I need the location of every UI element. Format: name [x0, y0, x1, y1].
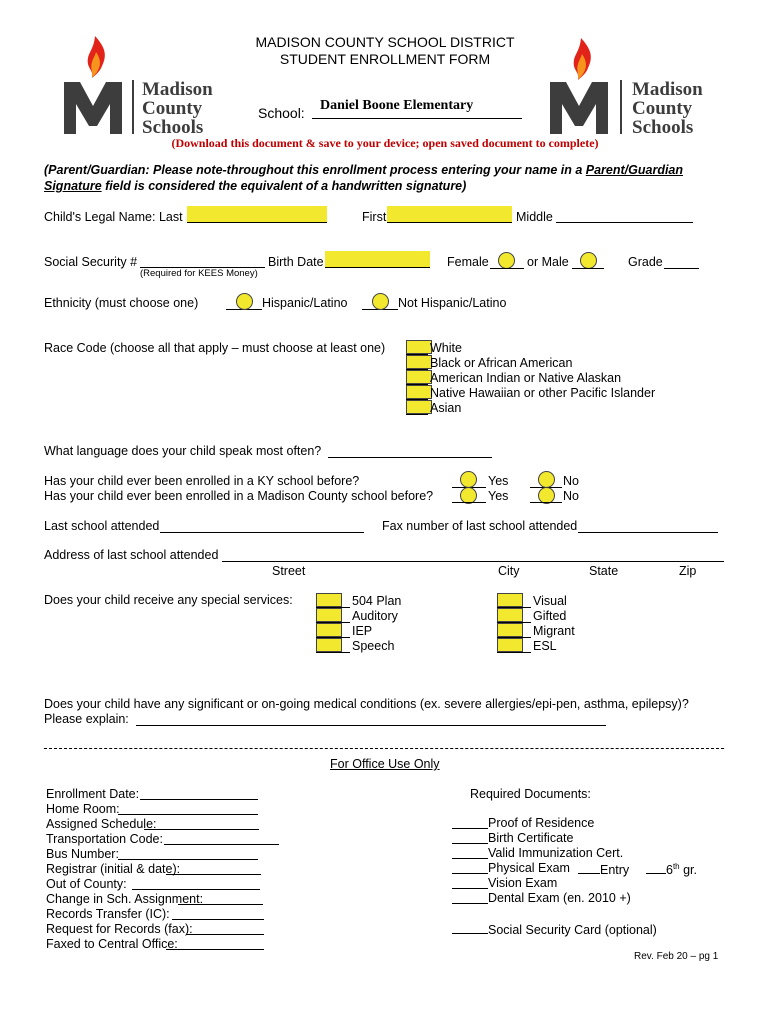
race-option-label: Black or African American — [430, 356, 573, 370]
logo-line2: County — [632, 98, 693, 119]
office-field-input[interactable] — [118, 847, 258, 860]
medical-explain-label: Please explain: — [44, 712, 129, 726]
ky-yes-radio[interactable] — [460, 471, 477, 488]
office-field-label: Transportation Code: — [46, 832, 163, 846]
race-underline — [406, 414, 428, 415]
office-field-input[interactable] — [118, 802, 258, 815]
female-underline — [490, 268, 524, 269]
required-doc-input[interactable] — [452, 816, 488, 829]
service-checkbox[interactable] — [497, 623, 523, 637]
first-name-label: First — [362, 210, 387, 224]
state-label: State — [589, 564, 619, 578]
fax-last-school-label: Fax number of last school attended — [382, 519, 578, 533]
school-field[interactable] — [312, 96, 522, 119]
required-doc-label: Proof of Residence — [488, 816, 595, 830]
male-underline — [572, 268, 604, 269]
service-checkbox[interactable] — [316, 638, 342, 652]
entry-input[interactable] — [578, 861, 600, 874]
logo-divider — [132, 80, 134, 134]
address-input[interactable] — [222, 548, 724, 562]
service-checkbox[interactable] — [497, 638, 523, 652]
race-option-label: American Indian or Native Alaskan — [430, 371, 622, 385]
m-letter-icon — [62, 80, 124, 136]
not-hispanic-radio[interactable] — [372, 293, 389, 310]
birth-date-input[interactable] — [325, 251, 430, 268]
ssc-input[interactable] — [452, 921, 488, 934]
service-option-label: 504 Plan — [352, 594, 402, 608]
office-field-input[interactable] — [166, 937, 264, 950]
office-field-label: Out of County: — [46, 877, 127, 891]
last-name-input[interactable] — [187, 206, 327, 223]
service-checkbox[interactable] — [316, 623, 342, 637]
language-input[interactable] — [328, 444, 492, 458]
office-field-label: Request for Records (fax): — [46, 922, 193, 936]
download-note: (Download this document & save to your device; open saved document to complete) — [171, 136, 599, 150]
ssn-input[interactable] — [140, 251, 265, 268]
male-radio[interactable] — [580, 252, 597, 269]
office-field-label: Assigned Schedule: — [46, 817, 157, 831]
address-label: Address of last school attended — [44, 548, 219, 562]
mc-no-underline — [530, 502, 562, 503]
mc-yes-underline — [452, 502, 486, 503]
last-school-label: Last school attended — [44, 519, 160, 533]
or-male-label: or Male — [527, 255, 569, 269]
school-value: Daniel Boone Elementary — [320, 98, 474, 113]
service-option-label: Gifted — [533, 609, 567, 623]
service-option-label: Auditory — [352, 609, 398, 623]
required-doc-label: Physical Exam — [488, 861, 570, 875]
school-label: School: — [258, 105, 305, 121]
required-doc-label: Vision Exam — [488, 876, 558, 890]
female-label: Female — [447, 255, 489, 269]
logo-line3: Schools — [142, 117, 204, 138]
form-title-1: MADISON COUNTY SCHOOL DISTRICT — [255, 34, 515, 50]
hispanic-label: Hispanic/Latino — [262, 296, 348, 310]
ssc-label: Social Security Card (optional) — [488, 923, 657, 937]
required-doc-label: Valid Immunization Cert. — [488, 846, 624, 860]
signature-link: Signature — [44, 179, 102, 193]
last-school-input[interactable] — [160, 519, 364, 533]
office-field-input[interactable] — [186, 922, 264, 935]
logo-line1: Madison — [142, 79, 213, 100]
office-field-label: Registrar (initial & date): — [46, 862, 181, 876]
zip-label: Zip — [679, 564, 697, 578]
office-field-input[interactable] — [164, 832, 279, 845]
service-checkbox[interactable] — [316, 608, 342, 622]
female-radio[interactable] — [498, 252, 515, 269]
sixth-grade-input[interactable] — [646, 861, 666, 874]
logo-line1: Madison — [632, 79, 703, 100]
race-option-label: Asian — [430, 401, 462, 415]
grade-label: Grade — [628, 255, 663, 269]
mc-enrolled-question: Has your child ever been enrolled in a Madison County school before? — [44, 489, 434, 503]
mc-no-label: No — [563, 489, 579, 503]
office-field-label: Change in Sch. Assignment: — [46, 892, 204, 906]
fax-last-school-input[interactable] — [578, 519, 718, 533]
service-underline — [316, 652, 350, 653]
sixth-grade-label: 6th gr. — [646, 861, 697, 877]
race-checkbox[interactable] — [406, 385, 432, 399]
office-field-input[interactable] — [140, 787, 258, 800]
logo-line3: Schools — [632, 117, 694, 138]
required-docs-title: Required Documents: — [470, 787, 591, 801]
signature-notice: (Parent/Guardian: Please note-throughout this enrollment process entering your name in a Parent/Guardian Signature field is considered the equivalent of a handwritten signature) — [44, 163, 684, 193]
street-label: Street — [272, 564, 306, 578]
office-field-label: Records Transfer (IC): — [46, 907, 170, 921]
office-field-input[interactable] — [144, 817, 259, 830]
grade-input[interactable] — [664, 255, 699, 269]
office-field-label: Home Room: — [46, 802, 120, 816]
ky-no-radio[interactable] — [538, 471, 555, 488]
medical-explain-input[interactable] — [136, 712, 606, 726]
ssc-row — [452, 921, 657, 937]
middle-name-input[interactable] — [556, 206, 693, 223]
required-doc-input[interactable] — [452, 861, 488, 874]
race-label: Race Code (choose all that apply – must choose at least one) — [44, 341, 386, 355]
ethnicity-label: Ethnicity (must choose one) — [44, 296, 199, 310]
race-option-label: Native Hawaiian or other Pacific Islander — [430, 386, 656, 400]
service-option-label: Visual — [533, 594, 567, 608]
m-letter-icon — [548, 80, 610, 136]
ssn-label: Social Security # — [44, 255, 138, 269]
ky-enrolled-question: Has your child ever been enrolled in a KY school before? — [44, 474, 360, 488]
middle-name-label: Middle — [516, 210, 553, 224]
race-checkbox[interactable] — [406, 400, 432, 414]
office-field-label: Faxed to Central Office: — [46, 937, 178, 951]
logo-line2: County — [142, 98, 203, 119]
office-field-input[interactable] — [166, 862, 261, 875]
race-checkbox[interactable] — [406, 340, 432, 354]
office-use-title: For Office Use Only — [330, 757, 440, 771]
office-field-input[interactable] — [178, 892, 263, 905]
office-field-input[interactable] — [132, 877, 260, 890]
service-option-label: Speech — [352, 639, 395, 653]
required-doc-label: Birth Certificate — [488, 831, 574, 845]
office-field-input[interactable] — [172, 907, 264, 920]
office-divider — [44, 748, 724, 749]
form-title-2: STUDENT ENROLLMENT FORM — [279, 51, 491, 67]
city-label: City — [498, 564, 520, 578]
service-option-label: IEP — [352, 624, 373, 638]
required-doc-input[interactable] — [452, 846, 488, 859]
birth-date-label: Birth Date — [268, 255, 324, 269]
language-label: What language does your child speak most often? — [44, 444, 322, 458]
parent-guardian-link: Parent/Guardian — [585, 163, 684, 177]
kees-note: (Required for KEES Money) — [140, 268, 258, 279]
mc-yes-label: Yes — [488, 489, 509, 503]
medical-question: Does your child have any significant or on-going medical conditions (ex. severe allergies/epi-pen, asthma, epilepsy)? — [44, 697, 689, 711]
service-option-label: ESL — [533, 639, 557, 653]
service-underline — [497, 652, 531, 653]
required-doc-input[interactable] — [452, 891, 488, 904]
hispanic-radio[interactable] — [236, 293, 253, 310]
ky-no-label: No — [563, 474, 579, 488]
race-checkbox[interactable] — [406, 370, 432, 384]
not-hispanic-label: Not Hispanic/Latino — [398, 296, 507, 310]
office-field-label: Enrollment Date: — [46, 787, 140, 801]
office-field-label: Bus Number: — [46, 847, 119, 861]
service-option-label: Migrant — [533, 624, 575, 638]
services-label: Does your child receive any special services: — [44, 593, 293, 607]
service-checkbox[interactable] — [497, 593, 523, 607]
service-checkbox[interactable] — [316, 593, 342, 607]
entry-label: Entry — [578, 861, 629, 877]
race-checkbox[interactable] — [406, 355, 432, 369]
required-doc-label: Dental Exam (en. 2010 +) — [488, 891, 631, 905]
first-name-input[interactable] — [387, 206, 512, 223]
race-option-label: White — [430, 341, 462, 355]
legal-name-last-label: Child's Legal Name: Last — [44, 210, 183, 224]
ky-yes-label: Yes — [488, 474, 509, 488]
logo-divider — [620, 80, 622, 134]
service-checkbox[interactable] — [497, 608, 523, 622]
revision-footer: Rev. Feb 20 – pg 1 — [634, 951, 719, 962]
required-doc-input[interactable] — [452, 831, 488, 844]
required-doc-input[interactable] — [452, 876, 488, 889]
